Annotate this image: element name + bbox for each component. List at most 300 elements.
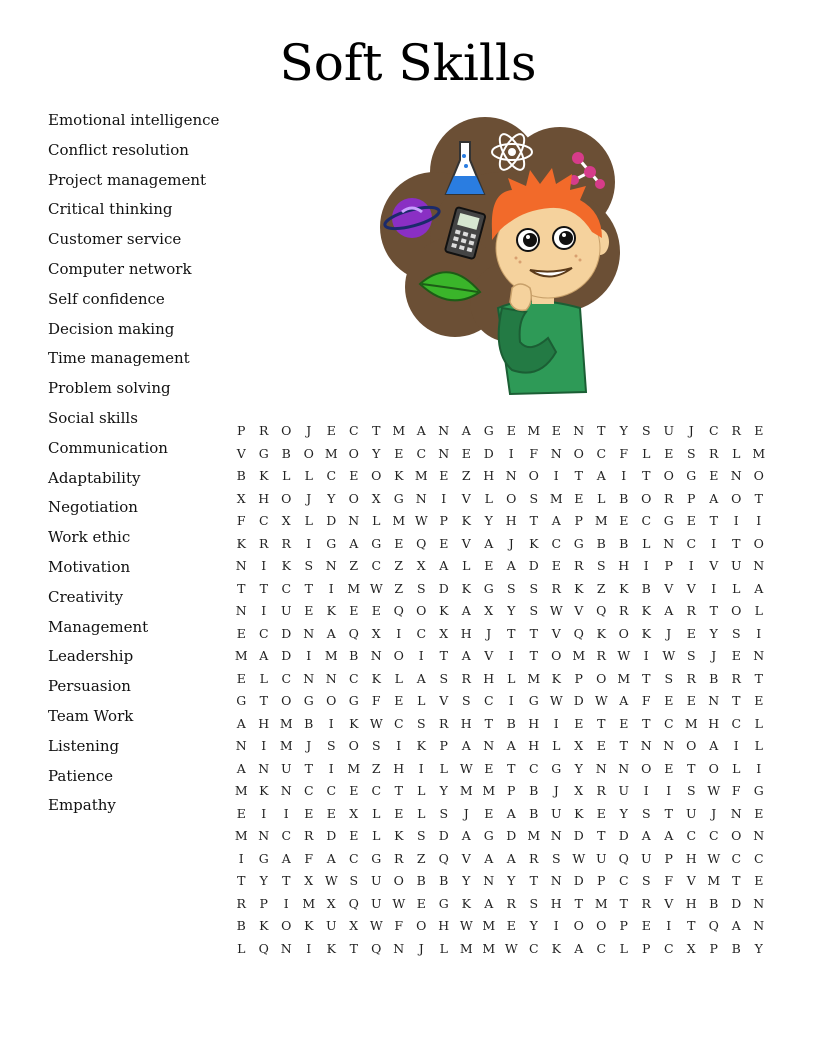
grid-letter[interactable]: R — [461, 670, 471, 686]
grid-letter[interactable]: J — [306, 423, 312, 438]
grid-letter[interactable]: K — [371, 670, 381, 686]
grid-letter[interactable]: T — [732, 693, 741, 708]
grid-letter[interactable]: X — [686, 940, 696, 956]
grid-letter[interactable]: X — [236, 490, 246, 506]
grid-letter[interactable]: L — [259, 670, 268, 686]
grid-letter[interactable]: F — [304, 850, 314, 866]
grid-letter[interactable]: D — [281, 625, 292, 641]
grid-letter[interactable]: E — [619, 715, 629, 731]
grid-letter[interactable]: M — [414, 468, 428, 483]
grid-letter[interactable]: K — [304, 918, 314, 933]
grid-letter[interactable]: Q — [618, 850, 629, 866]
grid-letter[interactable]: L — [439, 940, 448, 956]
grid-letter[interactable]: V — [484, 648, 494, 663]
grid-letter[interactable]: I — [553, 468, 559, 483]
grid-letter[interactable]: I — [306, 535, 312, 551]
grid-letter[interactable]: E — [506, 918, 516, 933]
grid-letter[interactable]: S — [371, 738, 381, 753]
grid-letter[interactable]: S — [529, 490, 539, 506]
grid-letter[interactable]: W — [617, 648, 631, 663]
grid-letter[interactable]: H — [708, 715, 720, 731]
grid-letter[interactable]: O — [641, 490, 652, 506]
grid-letter[interactable]: R — [641, 895, 651, 911]
grid-letter[interactable]: S — [686, 648, 696, 663]
grid-letter[interactable]: B — [619, 490, 629, 506]
grid-letter[interactable]: J — [486, 625, 492, 641]
grid-letter[interactable]: Y — [372, 445, 381, 461]
grid-letter[interactable]: T — [619, 738, 628, 753]
grid-letter[interactable]: S — [326, 738, 336, 753]
grid-letter[interactable]: R — [304, 828, 314, 843]
grid-letter[interactable]: W — [504, 940, 518, 956]
grid-letter[interactable]: P — [619, 918, 628, 933]
grid-letter[interactable]: Y — [259, 873, 268, 888]
grid-letter[interactable]: L — [642, 445, 651, 461]
grid-letter[interactable]: E — [709, 468, 719, 483]
grid-letter[interactable]: W — [369, 918, 383, 933]
grid-letter[interactable]: P — [237, 423, 246, 438]
grid-letter[interactable]: R — [731, 423, 741, 438]
grid-letter[interactable]: L — [372, 513, 381, 528]
grid-letter[interactable]: X — [326, 895, 336, 911]
grid-letter[interactable]: K — [281, 558, 291, 573]
grid-letter[interactable]: B — [709, 670, 719, 686]
grid-letter[interactable]: E — [754, 873, 764, 888]
grid-letter[interactable]: L — [417, 805, 426, 821]
grid-letter[interactable]: N — [235, 558, 247, 573]
grid-letter[interactable]: D — [731, 895, 742, 911]
grid-letter[interactable]: W — [572, 850, 586, 866]
grid-letter[interactable]: I — [261, 603, 267, 618]
grid-letter[interactable]: X — [484, 603, 494, 618]
grid-letter[interactable]: A — [461, 423, 471, 438]
grid-letter[interactable]: T — [237, 580, 246, 596]
grid-letter[interactable]: C — [596, 940, 607, 956]
grid-letter[interactable]: D — [438, 580, 449, 596]
grid-letter[interactable]: F — [664, 873, 674, 888]
grid-letter[interactable]: A — [619, 693, 629, 708]
grid-letter[interactable]: W — [662, 648, 676, 663]
grid-letter[interactable]: O — [393, 648, 404, 663]
grid-letter[interactable]: A — [709, 490, 719, 506]
grid-letter[interactable]: T — [619, 895, 628, 911]
grid-letter[interactable]: C — [663, 715, 674, 731]
grid-letter[interactable]: O — [618, 625, 629, 641]
grid-letter[interactable]: N — [438, 423, 450, 438]
grid-letter[interactable]: O — [416, 603, 427, 618]
grid-letter[interactable]: R — [439, 715, 449, 731]
grid-letter[interactable]: T — [394, 783, 403, 798]
grid-letter[interactable]: I — [396, 625, 402, 641]
grid-letter[interactable]: E — [574, 490, 584, 506]
grid-letter[interactable]: A — [281, 850, 291, 866]
grid-letter[interactable]: S — [596, 558, 606, 573]
grid-letter[interactable]: M — [279, 715, 293, 731]
grid-letter[interactable]: C — [618, 873, 629, 888]
grid-letter[interactable]: K — [259, 918, 269, 933]
grid-letter[interactable]: B — [619, 535, 629, 551]
grid-letter[interactable]: R — [686, 670, 696, 686]
grid-letter[interactable]: N — [483, 873, 495, 888]
grid-letter[interactable]: T — [687, 918, 696, 933]
grid-letter[interactable]: S — [349, 873, 359, 888]
grid-letter[interactable]: M — [617, 670, 631, 686]
grid-letter[interactable]: R — [236, 895, 246, 911]
grid-letter[interactable]: V — [236, 445, 246, 461]
grid-letter[interactable]: C — [686, 535, 697, 551]
grid-letter[interactable]: A — [326, 625, 336, 641]
grid-letter[interactable]: M — [347, 580, 361, 596]
grid-letter[interactable]: I — [261, 805, 267, 821]
grid-letter[interactable]: K — [439, 603, 449, 618]
grid-letter[interactable]: B — [439, 873, 449, 888]
grid-letter[interactable]: S — [529, 603, 539, 618]
grid-letter[interactable]: N — [505, 468, 517, 483]
grid-letter[interactable]: O — [551, 648, 562, 663]
grid-letter[interactable]: S — [641, 805, 651, 821]
grid-letter[interactable]: J — [306, 490, 312, 506]
grid-letter[interactable]: I — [711, 580, 717, 596]
grid-letter[interactable]: G — [686, 468, 697, 483]
grid-letter[interactable]: R — [574, 558, 584, 573]
grid-letter[interactable]: P — [574, 513, 583, 528]
grid-letter[interactable]: T — [529, 625, 538, 641]
grid-letter[interactable]: R — [506, 895, 516, 911]
grid-letter[interactable]: U — [370, 873, 382, 888]
grid-letter[interactable]: I — [756, 625, 762, 641]
grid-letter[interactable]: O — [281, 423, 292, 438]
grid-letter[interactable]: B — [416, 873, 426, 888]
grid-letter[interactable]: C — [326, 468, 337, 483]
grid-letter[interactable]: X — [439, 625, 449, 641]
grid-letter[interactable]: R — [686, 603, 696, 618]
grid-letter[interactable]: S — [416, 715, 426, 731]
grid-letter[interactable]: Z — [349, 558, 359, 573]
grid-letter[interactable]: W — [594, 693, 608, 708]
grid-letter[interactable]: S — [439, 670, 449, 686]
grid-letter[interactable]: Y — [574, 760, 583, 776]
grid-letter[interactable]: H — [528, 715, 540, 731]
grid-letter[interactable]: Y — [619, 423, 628, 438]
grid-letter[interactable]: Q — [573, 625, 584, 641]
grid-letter[interactable]: K — [641, 625, 651, 641]
grid-letter[interactable]: E — [551, 558, 561, 573]
grid-letter[interactable]: T — [732, 535, 741, 551]
grid-letter[interactable]: Z — [394, 580, 404, 596]
grid-letter[interactable]: B — [529, 805, 539, 821]
grid-letter[interactable]: H — [438, 918, 450, 933]
grid-letter[interactable]: L — [237, 940, 246, 956]
grid-letter[interactable]: L — [372, 805, 381, 821]
grid-letter[interactable]: E — [326, 805, 336, 821]
grid-letter[interactable]: R — [529, 850, 539, 866]
grid-letter[interactable]: N — [663, 535, 675, 551]
grid-letter[interactable]: L — [754, 738, 763, 753]
grid-letter[interactable]: L — [754, 603, 763, 618]
grid-letter[interactable]: M — [482, 918, 496, 933]
grid-letter[interactable]: L — [507, 670, 516, 686]
grid-letter[interactable]: T — [642, 715, 651, 731]
grid-letter[interactable]: C — [303, 783, 314, 798]
grid-letter[interactable]: I — [306, 648, 312, 663]
grid-letter[interactable]: E — [686, 625, 696, 641]
grid-letter[interactable]: I — [733, 513, 739, 528]
grid-letter[interactable]: K — [551, 940, 561, 956]
grid-letter[interactable]: M — [459, 940, 473, 956]
grid-letter[interactable]: L — [732, 760, 741, 776]
grid-letter[interactable]: Z — [461, 468, 471, 483]
grid-letter[interactable]: V — [686, 873, 696, 888]
grid-letter[interactable]: B — [349, 648, 359, 663]
grid-letter[interactable]: E — [349, 783, 359, 798]
grid-letter[interactable]: C — [551, 535, 562, 551]
grid-letter[interactable]: S — [416, 580, 426, 596]
grid-letter[interactable]: K — [326, 940, 336, 956]
grid-letter[interactable]: Y — [619, 805, 628, 821]
grid-letter[interactable]: E — [394, 693, 404, 708]
grid-letter[interactable]: T — [574, 895, 583, 911]
grid-letter[interactable]: C — [686, 828, 697, 843]
grid-letter[interactable]: A — [551, 513, 561, 528]
grid-letter[interactable]: B — [281, 445, 291, 461]
grid-letter[interactable]: A — [236, 760, 246, 776]
grid-letter[interactable]: E — [394, 535, 404, 551]
grid-letter[interactable]: L — [439, 760, 448, 776]
grid-letter[interactable]: M — [527, 670, 541, 686]
grid-letter[interactable]: A — [484, 535, 494, 551]
grid-letter[interactable]: Y — [709, 625, 718, 641]
grid-letter[interactable]: I — [756, 760, 762, 776]
grid-letter[interactable]: E — [416, 895, 426, 911]
grid-letter[interactable]: I — [643, 648, 649, 663]
grid-letter[interactable]: E — [664, 445, 674, 461]
grid-letter[interactable]: N — [235, 738, 247, 753]
grid-letter[interactable]: E — [641, 918, 651, 933]
grid-letter[interactable]: E — [619, 513, 629, 528]
grid-letter[interactable]: G — [483, 423, 494, 438]
grid-letter[interactable]: P — [507, 783, 516, 798]
grid-letter[interactable]: N — [550, 445, 562, 461]
grid-letter[interactable]: D — [326, 513, 337, 528]
grid-letter[interactable]: C — [348, 423, 359, 438]
grid-letter[interactable]: E — [754, 805, 764, 821]
grid-letter[interactable]: A — [484, 895, 494, 911]
grid-letter[interactable]: K — [259, 468, 269, 483]
grid-letter[interactable]: W — [369, 715, 383, 731]
grid-letter[interactable]: N — [618, 760, 630, 776]
grid-letter[interactable]: B — [236, 468, 246, 483]
grid-letter[interactable]: K — [259, 783, 269, 798]
grid-letter[interactable]: V — [461, 535, 471, 551]
grid-letter[interactable]: A — [664, 828, 674, 843]
grid-letter[interactable]: J — [508, 535, 514, 551]
grid-letter[interactable]: C — [731, 850, 742, 866]
grid-letter[interactable]: T — [732, 873, 741, 888]
grid-letter[interactable]: P — [642, 940, 651, 956]
grid-letter[interactable]: B — [709, 895, 719, 911]
grid-letter[interactable]: A — [236, 715, 246, 731]
word-search-grid[interactable] — [230, 420, 770, 960]
grid-letter[interactable]: Y — [507, 873, 516, 888]
grid-letter[interactable]: P — [664, 850, 673, 866]
grid-letter[interactable]: J — [553, 783, 559, 798]
grid-letter[interactable]: E — [506, 423, 516, 438]
grid-letter[interactable]: X — [416, 558, 426, 573]
grid-letter[interactable]: K — [551, 670, 561, 686]
grid-letter[interactable]: L — [417, 693, 426, 708]
grid-letter[interactable]: F — [731, 783, 741, 798]
grid-letter[interactable]: G — [303, 693, 314, 708]
grid-letter[interactable]: M — [482, 940, 496, 956]
grid-letter[interactable]: U — [550, 805, 562, 821]
grid-letter[interactable]: S — [304, 558, 314, 573]
grid-letter[interactable]: I — [508, 648, 514, 663]
grid-letter[interactable]: E — [731, 648, 741, 663]
grid-letter[interactable]: T — [709, 603, 718, 618]
grid-letter[interactable]: O — [753, 535, 764, 551]
grid-letter[interactable]: V — [664, 580, 674, 596]
grid-letter[interactable]: Z — [394, 558, 404, 573]
grid-letter[interactable]: D — [326, 828, 337, 843]
grid-letter[interactable]: X — [371, 490, 381, 506]
grid-letter[interactable]: M — [302, 895, 316, 911]
grid-letter[interactable]: I — [508, 693, 514, 708]
grid-letter[interactable]: A — [416, 670, 426, 686]
grid-letter[interactable]: N — [303, 670, 315, 686]
grid-letter[interactable]: H — [505, 513, 517, 528]
grid-letter[interactable]: A — [349, 535, 359, 551]
grid-letter[interactable]: F — [236, 513, 246, 528]
grid-letter[interactable]: L — [552, 738, 561, 753]
grid-letter[interactable]: W — [392, 895, 406, 911]
grid-letter[interactable]: J — [711, 805, 717, 821]
grid-letter[interactable]: F — [641, 693, 651, 708]
grid-letter[interactable]: K — [394, 468, 404, 483]
grid-letter[interactable]: S — [461, 693, 471, 708]
grid-letter[interactable]: U — [730, 558, 742, 573]
grid-letter[interactable]: M — [527, 828, 541, 843]
grid-letter[interactable]: O — [281, 693, 292, 708]
grid-letter[interactable]: C — [753, 850, 764, 866]
grid-letter[interactable]: R — [259, 423, 269, 438]
grid-letter[interactable]: F — [394, 918, 404, 933]
grid-letter[interactable]: K — [574, 580, 584, 596]
grid-letter[interactable]: X — [371, 625, 381, 641]
grid-letter[interactable]: I — [328, 760, 334, 776]
grid-letter[interactable]: K — [574, 805, 584, 821]
grid-letter[interactable]: N — [640, 738, 652, 753]
grid-letter[interactable]: G — [348, 693, 359, 708]
grid-letter[interactable]: Y — [439, 783, 448, 798]
grid-letter[interactable]: I — [261, 558, 267, 573]
grid-letter[interactable]: T — [484, 715, 493, 731]
grid-letter[interactable]: O — [348, 445, 359, 461]
grid-letter[interactable]: F — [529, 445, 539, 461]
grid-letter[interactable]: W — [549, 603, 563, 618]
grid-letter[interactable]: G — [371, 535, 382, 551]
grid-letter[interactable]: S — [529, 580, 539, 596]
grid-letter[interactable]: R — [596, 648, 606, 663]
grid-letter[interactable]: N — [438, 445, 450, 461]
grid-letter[interactable]: E — [439, 468, 449, 483]
grid-letter[interactable]: E — [461, 445, 471, 461]
grid-letter[interactable]: T — [529, 648, 538, 663]
grid-letter[interactable]: V — [709, 558, 719, 573]
grid-letter[interactable]: E — [304, 805, 314, 821]
grid-letter[interactable]: C — [483, 693, 494, 708]
grid-letter[interactable]: I — [666, 783, 672, 798]
grid-letter[interactable]: T — [754, 490, 763, 506]
grid-letter[interactable]: T — [304, 580, 313, 596]
grid-letter[interactable]: R — [709, 445, 719, 461]
grid-letter[interactable]: T — [597, 828, 606, 843]
grid-letter[interactable]: R — [596, 783, 606, 798]
grid-letter[interactable]: T — [642, 468, 651, 483]
grid-letter[interactable]: K — [416, 738, 426, 753]
grid-letter[interactable]: R — [551, 580, 561, 596]
grid-letter[interactable]: I — [553, 918, 559, 933]
grid-letter[interactable]: I — [666, 918, 672, 933]
grid-letter[interactable]: G — [573, 535, 584, 551]
grid-letter[interactable]: O — [281, 490, 292, 506]
grid-letter[interactable]: B — [529, 783, 539, 798]
grid-letter[interactable]: W — [459, 760, 473, 776]
grid-letter[interactable]: X — [574, 738, 584, 753]
grid-letter[interactable]: W — [459, 918, 473, 933]
grid-letter[interactable]: W — [324, 873, 338, 888]
grid-letter[interactable]: E — [439, 535, 449, 551]
grid-letter[interactable]: A — [484, 850, 494, 866]
grid-letter[interactable]: I — [553, 715, 559, 731]
grid-letter[interactable]: C — [596, 445, 607, 461]
grid-letter[interactable]: M — [572, 648, 586, 663]
grid-letter[interactable]: A — [326, 850, 336, 866]
grid-letter[interactable]: M — [234, 648, 248, 663]
grid-letter[interactable]: N — [663, 738, 675, 753]
grid-letter[interactable]: H — [483, 670, 495, 686]
grid-letter[interactable]: E — [664, 693, 674, 708]
grid-letter[interactable]: R — [394, 850, 404, 866]
grid-letter[interactable]: C — [258, 625, 269, 641]
grid-letter[interactable]: P — [597, 873, 606, 888]
grid-letter[interactable]: A — [709, 738, 719, 753]
grid-letter[interactable]: N — [415, 490, 427, 506]
grid-letter[interactable]: N — [753, 895, 765, 911]
grid-letter[interactable]: C — [371, 558, 382, 573]
grid-letter[interactable]: N — [235, 603, 247, 618]
grid-letter[interactable]: E — [394, 445, 404, 461]
grid-letter[interactable]: A — [506, 558, 516, 573]
grid-letter[interactable]: E — [394, 805, 404, 821]
grid-letter[interactable]: L — [484, 490, 493, 506]
grid-letter[interactable]: X — [281, 513, 291, 528]
grid-letter[interactable]: G — [258, 445, 269, 461]
grid-letter[interactable]: A — [506, 850, 516, 866]
grid-letter[interactable]: G — [483, 580, 494, 596]
grid-letter[interactable]: E — [664, 760, 674, 776]
grid-letter[interactable]: O — [303, 445, 314, 461]
grid-letter[interactable]: A — [506, 738, 516, 753]
grid-letter[interactable]: Q — [348, 895, 359, 911]
grid-letter[interactable]: A — [259, 648, 269, 663]
grid-letter[interactable]: X — [349, 805, 359, 821]
grid-letter[interactable]: P — [439, 513, 448, 528]
grid-letter[interactable]: K — [529, 535, 539, 551]
grid-letter[interactable]: M — [392, 423, 406, 438]
grid-letter[interactable]: O — [708, 760, 719, 776]
grid-letter[interactable]: N — [753, 918, 765, 933]
grid-letter[interactable]: T — [349, 940, 358, 956]
